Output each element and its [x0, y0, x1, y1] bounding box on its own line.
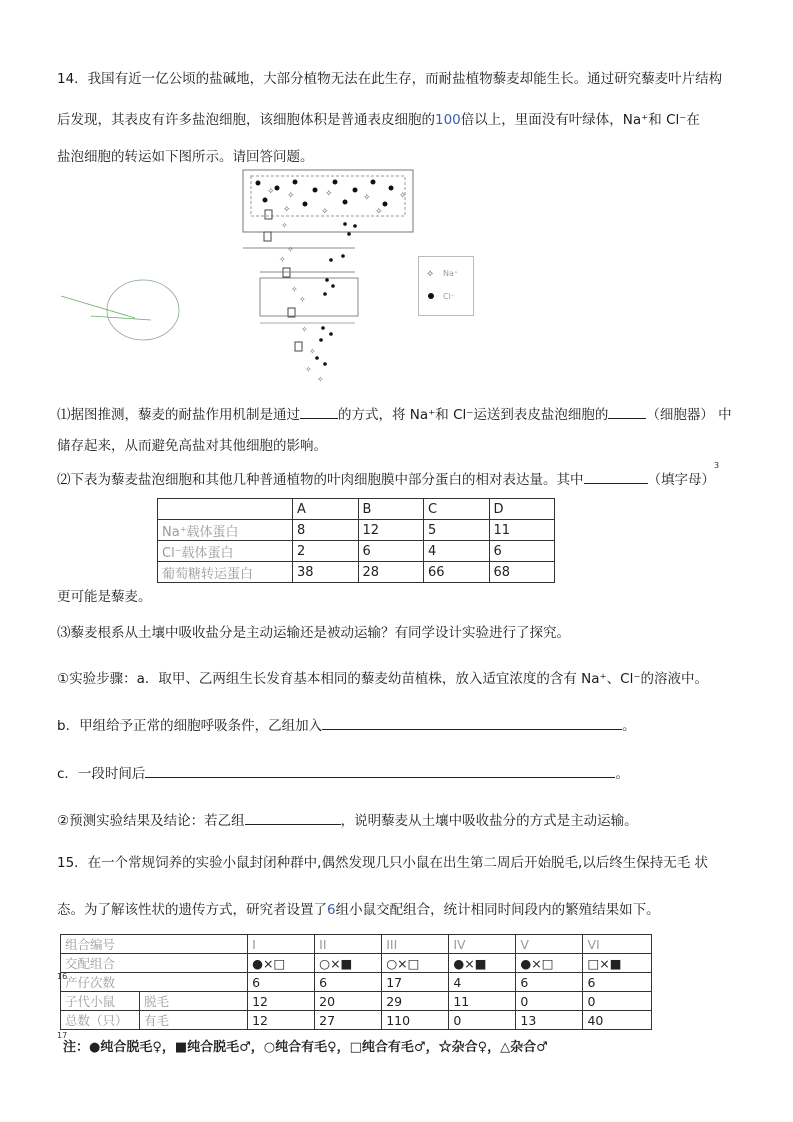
- svg-text:✧: ✧: [283, 205, 291, 215]
- q15-line2-number: 6: [327, 902, 336, 918]
- answer-blank-4[interactable]: [322, 717, 622, 730]
- svg-text:✧: ✧: [325, 189, 333, 199]
- side-mark-16: 16: [57, 972, 68, 981]
- protein-expression-table: [157, 498, 555, 583]
- q14-part1-cont: 储存起来，从而避免高盐对其他细胞的影响。: [57, 438, 327, 454]
- q14-part3: ⑶藜麦根系从土壤中吸收盐分是主动运输还是被动运输？有同学设计实验进行了探究。: [57, 625, 570, 641]
- svg-text:✧: ✧: [281, 221, 288, 230]
- q14-step-b: b．甲组给予正常的细胞呼吸条件，乙组加入 。: [57, 718, 636, 734]
- table-note: 注：●纯合脱毛♀，■纯合脱毛♂，○纯合有毛♀，□纯合有毛♂，☆杂合♀，△杂合♂: [63, 1040, 548, 1055]
- transporter-icon: [264, 210, 302, 351]
- answer-blank-1[interactable]: [300, 406, 338, 419]
- svg-text:✧: ✧: [287, 191, 295, 201]
- answer-blank-2[interactable]: [608, 406, 646, 419]
- q14-line2-number: 100: [435, 112, 461, 128]
- q14-line1: 14．我国有近一亿公顷的盐碱地，大部分植物无法在此生存，而耐盐植物藜麦却能生长。通过研究藜麦叶片结构: [57, 71, 723, 87]
- svg-text:✧: ✧: [321, 207, 329, 217]
- diagram-legend: [418, 256, 474, 316]
- q15-line2: 态。为了解该性状的遗传方式，研究者设置了6组小鼠交配组合，统计相同时间段内的繁殖结果如下。: [57, 902, 660, 918]
- answer-blank-6[interactable]: [245, 812, 341, 825]
- svg-text:✧: ✧: [309, 347, 316, 356]
- svg-text:✧: ✧: [279, 255, 286, 264]
- svg-text:✧: ✧: [301, 325, 308, 334]
- q14-part2: ⑵下表为藜麦盐泡细胞和其他几种普通植物的叶肉细胞膜中部分蛋白的相对表达量。其中 （填字母）: [57, 472, 715, 488]
- q14-line2: 后发现，其表皮有许多盐泡细胞，该细胞体积是普通表皮细胞的100倍以上，里面没有叶绿体，Na⁺和 Cl⁻在: [57, 112, 700, 128]
- svg-text:✧: ✧: [426, 269, 435, 280]
- svg-text:✧: ✧: [299, 295, 306, 304]
- cell-outline-icon: [61, 280, 179, 340]
- legend-cl-label: Cl⁻: [443, 292, 456, 301]
- svg-text:✧: ✧: [291, 285, 298, 294]
- q14-line3: 盐泡细胞的转运如下图所示。请回答问题。: [57, 149, 314, 165]
- svg-text:✧: ✧: [363, 193, 371, 203]
- q14-part2-end: 更可能是藜麦。: [57, 589, 152, 605]
- answer-blank-3[interactable]: [584, 471, 648, 484]
- table-row: 交配组合 ●×□ ○×■ ○×□ ●×■ ●×□ □×■: [61, 954, 652, 973]
- table-row: 产仔次数 6 6 17 4 6 6: [61, 973, 652, 992]
- salt-bladder-transport-diagram: [55, 168, 445, 390]
- q14-prediction: ②预测实验结果及结论：若乙组 ，说明藜麦从土壤中吸收盐分的方式是主动运输。: [57, 813, 638, 829]
- svg-text:✧: ✧: [305, 365, 312, 374]
- q15-line1: 15．在一个常规饲养的实验小鼠封闭种群中,偶然发现几只小鼠在出生第二周后开始脱毛,以后终生保持无毛 状: [57, 855, 709, 871]
- svg-text:✧: ✧: [399, 191, 407, 201]
- side-mark-17: 17: [57, 1031, 68, 1040]
- table-header-row: 组合编号 I II III IV V VI: [61, 935, 652, 954]
- table-row: 总数（只） 有毛 12 27 110 0 13 40: [61, 1011, 652, 1030]
- table-row: 子代小鼠 脱毛 12 20 29 11 0 0: [61, 992, 652, 1011]
- table-header-row: A B C D: [158, 499, 555, 520]
- q14-step-c: c．一段时间后 。: [57, 766, 629, 782]
- table-row: Cl⁻载体蛋白 2 6 4 6: [158, 541, 555, 562]
- svg-text:✧: ✧: [287, 245, 294, 254]
- answer-blank-5[interactable]: [145, 765, 615, 778]
- svg-text:✧: ✧: [317, 375, 324, 384]
- table-row: 葡萄糖转运蛋白 38 28 66 68: [158, 562, 555, 583]
- table-row: Na⁺载体蛋白 8 12 5 11: [158, 520, 555, 541]
- svg-text:✧: ✧: [267, 187, 275, 197]
- q14-step-a: ①实验步骤：a．取甲、乙两组生长发育基本相同的藜麦幼苗植株，放入适宜浓度的含有 Na⁺、Cl⁻的溶液中。: [57, 671, 708, 687]
- mouse-cross-table: [60, 934, 652, 1030]
- margin-mark: 3: [714, 461, 720, 470]
- legend-na-label: Na⁺: [443, 269, 459, 278]
- q14-part1: ⑴据图推测，藜麦的耐盐作用机制是通过 的方式，将 Na⁺和 Cl⁻运送到表皮盐泡细胞的 （细胞器） 中: [57, 407, 732, 423]
- svg-text:✧: ✧: [375, 207, 383, 217]
